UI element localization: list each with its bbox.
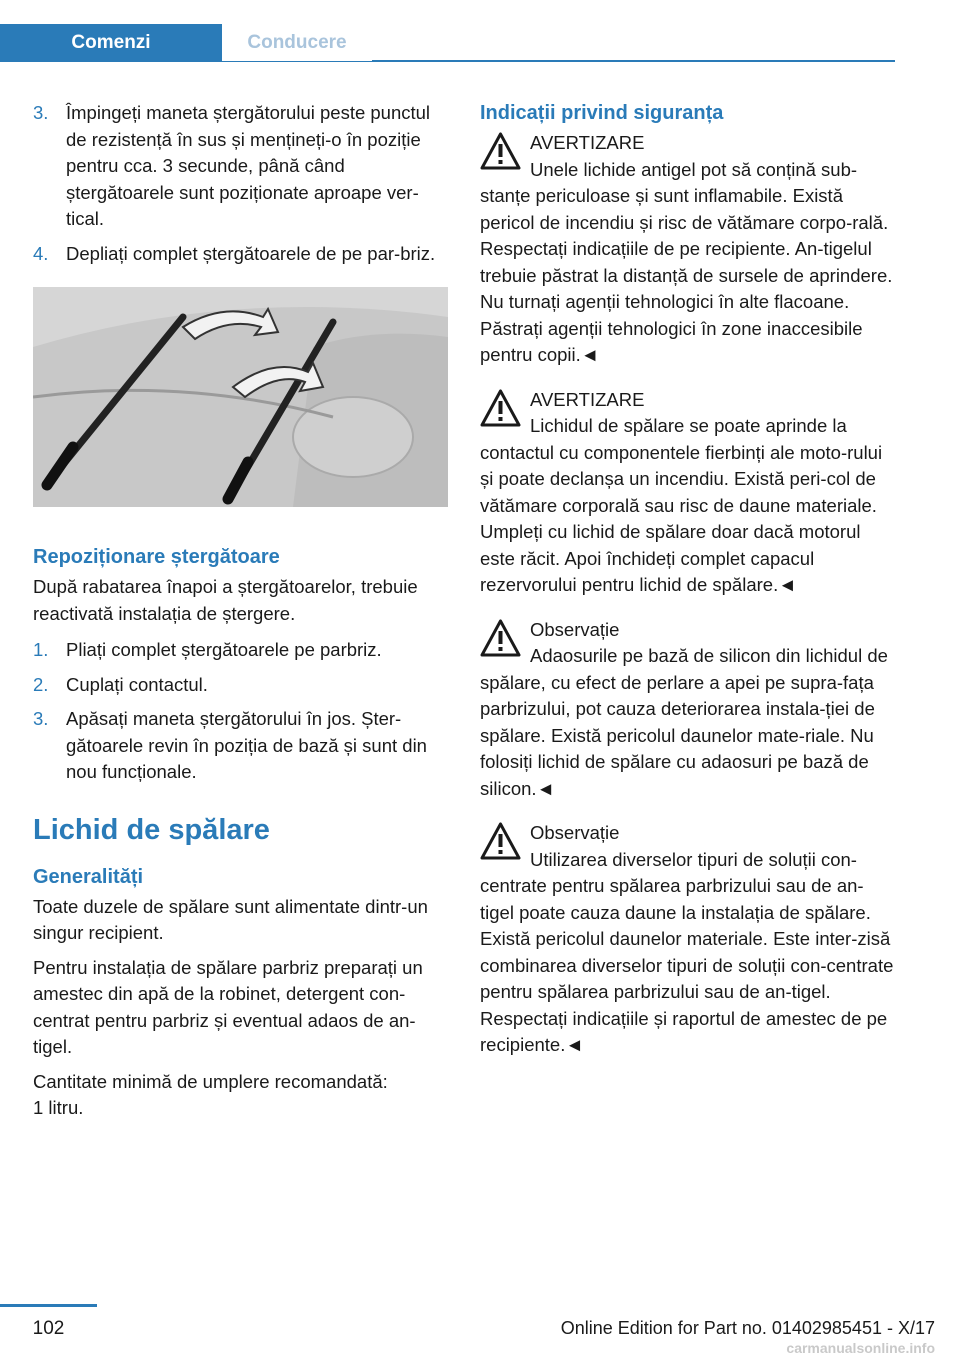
left-column [33, 100, 448, 1130]
warning-title: AVERTIZARE [530, 388, 645, 410]
step-text: Depliați complet ștergătoarele de pe par‐briz. [66, 242, 436, 264]
step-text: Împingeți maneta ștergătorului peste punctul de rezistență în sus și mențineți-o în poziție pentru cca. 3 secunde, până când ștergătoarele sunt poziționate aproape ver‐tical. [66, 102, 431, 229]
notice-text: Adaosurile pe bază de silicon din lichidul de spălare, cu efect de perlare a apei pe supra‐fața parbrizului, pot cauza deteriorarea instala‐ției de spălare. Există pericolul daunelor mate‐riale. Nu folosiți lichid de spălare cu adaosuri pe bază de silicon.◄ [480, 645, 888, 799]
warning-block [480, 130, 895, 369]
warning-text: Lichidul de spălare se poate aprinde la contactul cu componentele fierbinți ale moto‐rului și poate declanșa un incendiu. Există peri‐col de vătămare corporală sau risc de daune materiale. Umpleți cu lichid de spălare doar dacă motorul este răcit. Apoi închideți complet capacul rezervorului pentru lichid de spălare.◄ [480, 415, 883, 595]
notice-block [480, 617, 895, 803]
warning-text: Unele lichide antigel pot să conțină sub‐stanțe periculoase și sunt inflamabile. Există pericol de incendiu și risc de vătămare corpo‐rală. Respectați indicațiile de pe recipiente. An‐tigelul trebuie păstrat la distanță de sursele de aprindere. Nu turnați agenții tehnologici în alte flacoane. Păstrați agenții tehnologici în zone inaccesibile pentru copii.◄ [480, 158, 893, 365]
reposition-intro: După rabatarea înapoi a ștergătoarelor, trebuie reactivată instalația de ștergere. [33, 576, 418, 624]
general-paragraph-1: Toate duzele de spălare sunt alimentate dintr‐un singur recipient. [33, 895, 428, 943]
warning-block [480, 387, 895, 599]
watermark: carmanualsonline.info [786, 1340, 935, 1356]
fill-quantity-label: Cantitate minimă de umplere recomandată: [33, 1070, 388, 1092]
list-item [33, 637, 448, 664]
step-text: Apăsați maneta ștergătorului în jos. Șter‐gătoarele revin în poziția de bază și sunt din nou funcționale. [66, 708, 427, 782]
general-paragraph-2: Pentru instalația de spălare parbriz preparați un amestec din apă de la robinet, detergent con‐centrat pentru parbriz și eventual adaos de an‐tigel. [33, 956, 423, 1057]
reposition-heading: Repoziționare ștergătoare [33, 546, 280, 568]
warning-triangle-icon [480, 132, 521, 170]
list-item [33, 100, 448, 233]
fill-quantity-value: 1 litru. [33, 1097, 84, 1118]
edition-text: Online Edition for Part no. 01402985451 - X/17 [560, 1318, 935, 1338]
step-text: Cuplați contactul. [66, 673, 208, 695]
notice-text: Utilizarea diverselor tipuri de soluții con‐centrate pentru spălarea parbrizului sau de an‐tigel poate cauza daune la instalația de spălare. Există pericolul daunelor materiale. Este inter‐zisă combinarea diverselor tipuri de soluții con‐centrate pentru spălarea parbrizului sau de an‐tigel. Respectați indicațiile și raportul de amestec de pe recipiente.◄ [480, 848, 894, 1055]
steps-list-top [33, 100, 448, 267]
step-text: Pliați complet ștergătoarele pe parbriz. [66, 639, 382, 660]
step-number: 3. [33, 102, 49, 123]
steps-list-reposition [33, 637, 448, 786]
safety-heading: Indicații privind siguranța [480, 102, 724, 124]
warning-triangle-icon [480, 389, 521, 427]
tab-conducere[interactable]: Conducere [222, 24, 372, 61]
section-heading: Lichid de spălare [33, 813, 270, 846]
warning-triangle-icon [480, 822, 521, 860]
general-heading: Generalități [33, 865, 144, 888]
notice-title: Observație [530, 822, 620, 843]
chapter-tab-bar [0, 24, 895, 62]
step-number: 1. [33, 639, 49, 660]
right-column [480, 100, 895, 1077]
step-number: 2. [33, 673, 49, 695]
notice-block [480, 820, 895, 1059]
page-number: 102 [32, 1318, 65, 1339]
tab-comenzi[interactable]: Comenzi [0, 24, 222, 61]
wiper-illustration [33, 287, 448, 507]
list-item [33, 706, 448, 786]
step-number: 3. [33, 708, 49, 729]
step-number: 4. [33, 242, 49, 264]
list-item [33, 241, 448, 268]
warning-title: AVERTIZARE [530, 132, 645, 153]
warning-triangle-icon [480, 619, 521, 657]
notice-title: Observație [530, 618, 620, 640]
footer-rule [0, 1304, 97, 1307]
general-paragraph-3 [33, 1069, 448, 1122]
list-item [33, 672, 448, 699]
